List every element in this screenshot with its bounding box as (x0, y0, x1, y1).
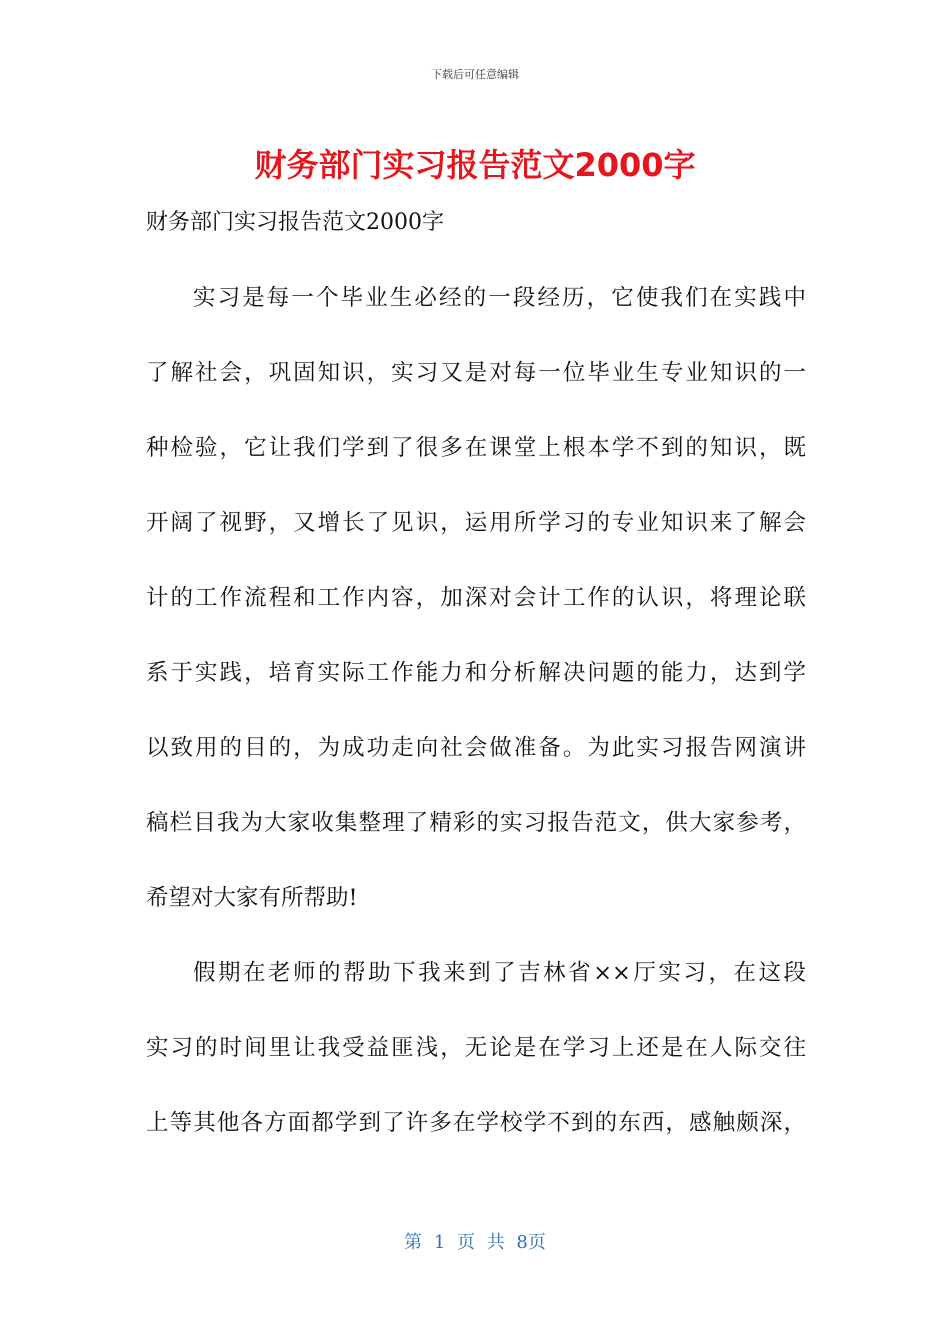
paragraph-1-line: 希望对大家有所帮助! (146, 885, 358, 911)
page-footer: 第 1 页 共 8页 (404, 1232, 546, 1253)
paragraph-1-line: 系于实践，培育实际工作能力和分析解决问题的能力，达到学 (146, 660, 806, 686)
paragraph-1-line: 计的工作流程和工作内容，加深对会计工作的认识，将理论联 (146, 585, 806, 611)
paragraph-1-line: 种检验，它让我们学到了很多在课堂上根本学不到的知识，既 (146, 435, 806, 461)
paragraph-1-line: 开阔了视野，又增长了见识，运用所学习的专业知识来了解会 (146, 510, 806, 536)
paragraph-1-line: 稿栏目我为大家收集整理了精彩的实习报告范文，供大家参考， (146, 810, 806, 836)
paragraph-2-line: 假期在老师的帮助下我来到了吉林省××厅实习，在这段 (193, 960, 806, 986)
document-title: 财务部门实习报告范文2000字 (254, 146, 696, 184)
document-subtitle: 财务部门实习报告范文2000字 (146, 210, 444, 235)
paragraph-2-line: 上等其他各方面都学到了许多在学校学不到的东西，感触颇深， (146, 1110, 806, 1136)
paragraph-1-line: 了解社会，巩固知识，实习又是对每一位毕业生专业知识的一 (146, 360, 806, 386)
paragraph-2-line: 实习的时间里让我受益匪浅，无论是在学习上还是在人际交往 (146, 1035, 806, 1061)
paragraph-1-line: 实习是每一个毕业生必经的一段经历，它使我们在实践中 (193, 285, 806, 311)
paragraph-1-line: 以致用的目的，为成功走向社会做准备。为此实习报告网演讲 (146, 735, 806, 761)
header-note: 下载后可任意编辑 (431, 68, 519, 81)
